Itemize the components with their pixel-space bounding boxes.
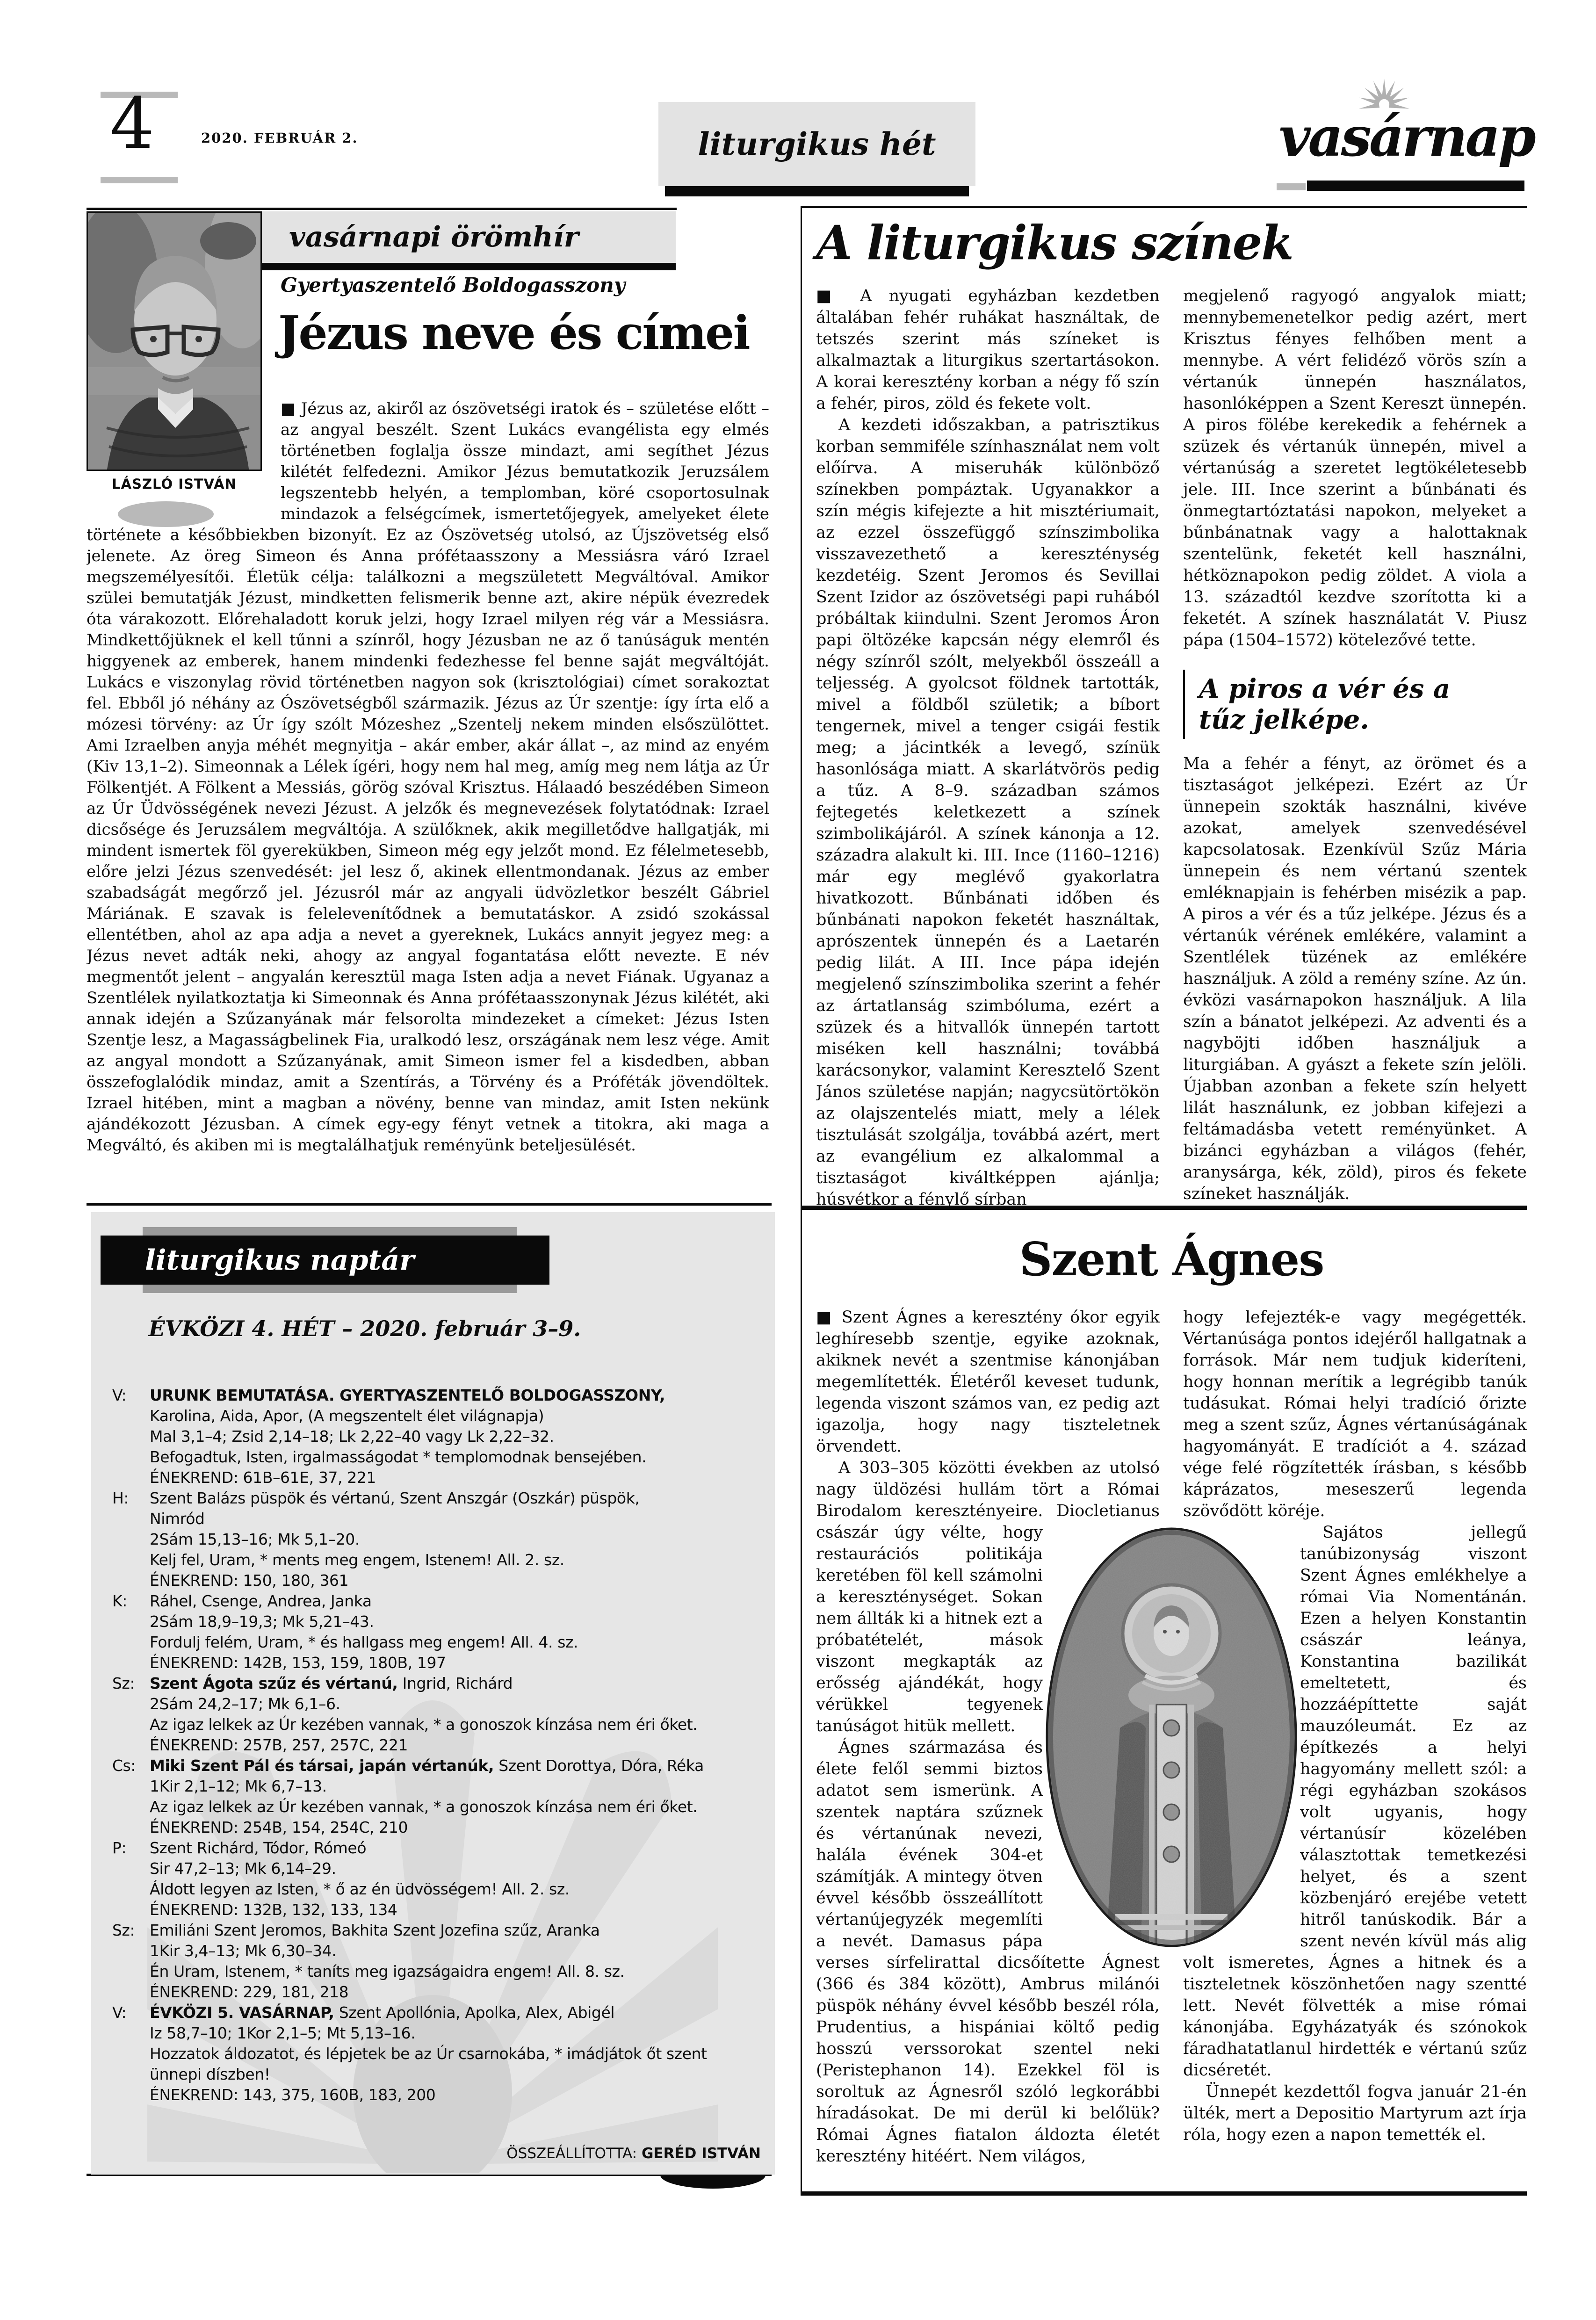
compiled-by-line bbox=[506, 2145, 761, 2162]
article2-subhead: A piros a vér és a tűz jelképe. bbox=[1183, 670, 1494, 739]
calendar-rows bbox=[112, 1385, 734, 2105]
kicker-banner bbox=[262, 211, 676, 263]
page-number: 4 bbox=[110, 83, 155, 165]
article1-subtitle: Gyertyaszentelő Boldogasszony bbox=[281, 274, 626, 296]
paragraph: hogy lefejezték-e vagy megégették. Vértanúsága pontos idejéről hallgatnak a források. Már nem tudjuk kideríteni, hogy honnan merítik a legrégibb tanúk tudásukat. Római helyi tradíció őrizte meg a szent szűz, Ágnes vértanúságának hagyományát. E tradíciót a 4. század vége felé rögzítették írásban, s később káprázatos, meseszerű legenda szövődött köréje. bbox=[1183, 1308, 1527, 1520]
day-label: Sz: bbox=[112, 1921, 135, 1939]
issue-date: 2020. FEBRUÁR 2. bbox=[201, 130, 358, 146]
calendar-row bbox=[112, 1920, 734, 2002]
calendar-row bbox=[112, 2002, 734, 2105]
compiled-label: ÖSSZEÁLLÍTOTTA: bbox=[506, 2145, 637, 2162]
day-label: H: bbox=[112, 1489, 129, 1507]
liturgical-calendar-panel bbox=[91, 1212, 775, 2175]
article3 bbox=[816, 1216, 1527, 2198]
day-label: Sz: bbox=[112, 1674, 135, 1692]
paragraph: Ünnepét kezdettől fogva január 21-én ülték, mert a Depositio Martyrum azt írja róla, hogy ezen a napon temették el. bbox=[1183, 2082, 1527, 2144]
pageno-bottom-bar bbox=[101, 177, 178, 183]
paragraph: ■ A nyugati egyházban kezdetben általában fehér ruhákat használtak, de tetszés szerint más színeket is alkalmaztak a liturgikus szertartásokon. A korai keresztény korban a négy fő szín a fehér, piros, zöld és fekete volt. bbox=[816, 287, 1160, 413]
calendar-row bbox=[112, 1591, 734, 1673]
author-name: LÁSZLÓ ISTVÁN bbox=[112, 476, 237, 492]
calendar-week-title: ÉVKÖZI 4. HÉT – 2020. február 3–9. bbox=[148, 1316, 581, 1341]
masthead-logo: vasárnap bbox=[1279, 105, 1534, 169]
paragraph: ■ Szent Ágnes a keresztény ókor egyik leghíresebb szentje, egyike azoknak, akiknek nevét a szentmise kánonjában megemlítették. Életéről keveset tudunk, legenda viszont számos van, ez pedig azt igazolja, hogy nagy tiszteletnek örvendett. bbox=[816, 1308, 1160, 1456]
section-underline bbox=[665, 186, 969, 196]
calendar-row bbox=[112, 1385, 734, 1488]
section-banner bbox=[658, 102, 975, 186]
calendar-kicker-label: liturgikus naptár bbox=[145, 1243, 414, 1277]
calendar-row bbox=[112, 1673, 734, 1756]
logo-underline bbox=[1307, 181, 1524, 191]
logo-gray-bar bbox=[1277, 183, 1306, 190]
article2-title: A liturgikus színek bbox=[816, 215, 1293, 270]
day-entry: Miki Szent Pál és társai, japán vértanúk, Szent Dorottya, Dóra, Réka 1Kir 2,1–12; Mk 6,7–13. Az igaz lelkek az Úr kezében vannak, * a gonoszok kínzása nem éri őket. ÉNEKREND: 254B, 154, 254C, 210 bbox=[150, 1756, 704, 1836]
day-entry: URUNK BEMUTATÁSA. GYERTYASZENTELŐ BOLDOGASSZONY, Karolina, Aida, Apor, (A megszentelt élet világnapja) Mal 3,1–4; Zsid 2,14–18; Lk 2,22–40 vagy Lk 2,22–32. Befogadtuk, Isten, irgalmasságodat * templomodnak bensejében. ÉNEKREND: 61B–61E, 37, 221 bbox=[150, 1386, 665, 1487]
szent-agnes-mosaic-image bbox=[1045, 1527, 1298, 1948]
left-top-rule bbox=[87, 208, 677, 210]
article1-body bbox=[87, 398, 769, 1193]
day-label: V: bbox=[112, 1386, 127, 1404]
day-label: K: bbox=[112, 1592, 127, 1610]
day-entry: Szent Balázs püspök és vértanú, Szent Anszgár (Oszkár) püspök, Nimród 2Sám 15,13–16; Mk 5,1–20. Kelj fel, Uram, * ments meg engem, Istenem! All. 2. sz. ÉNEKREND: 150, 180, 361 bbox=[150, 1489, 640, 1590]
article2-col2 bbox=[1183, 285, 1527, 1209]
article2-col2-top bbox=[1183, 285, 1527, 651]
paragraph: Sajátos jellegű tanúbizonyság viszont Szent Ágnes emlékhelye a római Via Nomentánán. Ezen a helyen Konstantin császár leánya, Konstantina bazilikát emeltetett, és hozzáépíttette saját mauzóleumát. Ez az építkezés a helyi hagyomány mellett szól: a régi egyházban szokásos volt ugyanis, hogy vértanúsír közelében választottak temetkezési helyet, és a szent közbenjáró erejébe vetett hitről tanúskodik. Bár a szent nevén kívül más alig volt ismeretes, Ágnes a hitnek és a tiszteletnek köszönhetően nagy szentté lett. Nevét fölvették a mise római kánonjába. Egyházatyák és szónokok fáradhatatlanul hirdették e vértanú szűz dicséretét. bbox=[1183, 1523, 1527, 2080]
paragraph: Ágnes származása és élete felől semmi biztos adatot sem ismerünk. A szentek naptára szűznek és vértanúnak nevezi, halála évének 304-et számítják. A mintegy ötven évvel később összeállított vértanújegyzék megemlíti a nevét. Damasus pápa verses sírfelirattal dicsőítette Ágnest (366 és 384 között), Ambrus milánói püspök néhány évvel később beszél róla, Prudentius, a hispániai költő pedig hosszú verssorokat szentel neki (Peristephanon 14). Ezekkel föl is soroltuk az Ágnesről szóló legkorábbi híradásokat. De mi derül ki belőlük? Római Ágnes fiatalon áldozta életét keresztény hitéért. Nem világos, bbox=[816, 1738, 1160, 2166]
calendar-row bbox=[112, 1756, 734, 1838]
article2 bbox=[816, 205, 1527, 1209]
day-entry: ÉVKÖZI 5. VASÁRNAP, Szent Apollónia, Apolka, Alex, Abigél Iz 58,7–10; 1Kor 2,1–5; Mt 5,13–16. Hozzatok áldozatot, és lépjetek be az Úr csarnokába, * imádjátok őt szent ünnepi díszben! ÉNEKREND: 143, 375, 160B, 183, 200 bbox=[150, 2003, 707, 2104]
kicker-shadow-top bbox=[143, 1227, 517, 1236]
article2-col1 bbox=[816, 285, 1160, 1209]
day-label: Cs: bbox=[112, 1756, 136, 1775]
paragraph: A 303–305 közötti években az utolsó nagy üldözési hullám tört a Római Birodalom keresztényeire. Diocletianus császár úgy vélte, hogy restaurációs politikája keretében föl kell számolni a kereszténységet. Sokan nem állták ki a hitnek ezt a próbatételét, mások viszont megkapták az erősség ajándékát, hogy vérükkel tegyenek tanúságot hitük mellett. bbox=[816, 1458, 1160, 1735]
day-label: V: bbox=[112, 2003, 127, 2022]
day-entry: Szent Richárd, Tódor, Rómeó Sir 47,2–13; Mk 6,14–29. Áldott legyen az Isten, * ő az én üdvösségem! All. 2. sz. ÉNEKREND: 132B, 132, 133, 134 bbox=[150, 1839, 570, 1919]
kicker-label: vasárnapi örömhír bbox=[289, 221, 579, 253]
day-entry: Emiliáni Szent Jeromos, Bakhita Szent Jozefina szűz, Aranka 1Kir 3,4–13; Mk 6,30–34. Én Uram, Istenem, * taníts meg igazságaidra engem! All. 8. sz. ÉNEKREND: 229, 181, 218 bbox=[150, 1921, 625, 2001]
paragraph: ■ Jézus az, akiről az ószövetségi iratok és – születése előtt – az angyal beszélt. Szent Lukács evangélista egy elmés történetben foglalja össze mindazt, ami segíthet Jézus kilétét felfedezni. Amikor Jézus bemutatkozik Jeruzsálem legszentebb helyén, a templomban, köré csoportosulnak mindazok a felségcímek, ismertetőjegyek, amelyeket élete története a későbbiekben bizonyít. Ez az Ószövetség utolsó, az Újszövetség első jelenete. Az öreg Simeon és Anna prófétaasszony a Messiásra váró Izrael megszemélyesítői. Életük célja: találkozni a megszületett Megváltóval. Amikor szülei bemutatják Jézust, mindketten felismerik benne azt, akire népük évezredek óta várakozott. Előrehaladott koruk jelzi, hogy Izrael milyen rég vár a Messiásra. Mindkettőjüknek el kell tűnni a színről, hogy Jézusban ne az ő tanúságuk mentén higgyenek az emberek, hanem mindenki fedezhesse fel benne saját megváltóját. Lukács e viszonylag rövid történetben nagyon sok (krisztológiai) címet sorakoztat fel. Ebből jó néhány az Ószövetségből származik. Jézus az Úr szentje: így írta elő a mózesi törvény: az Úr így szólt Mózeshez „Szentelj nekem minden elsőszülöttet. Ami Izraelben anyja méhét megnyitja – akár ember, akár állat –, az mind az enyém (Kiv 13,1–2). Simeonnak a Lélek ígéri, hogy nem hal meg, amíg meg nem látja az Úr Fölkentjét. A Fölkent a Messiás, görög szóval Krisztus. Hálaadó beszédében Simeon az Úr Üdvösségének nevezi Jézust. A jelzők és megnevezések folytatódnak: Izrael dicsősége és Jeruzsálem megváltója. A szülőknek, akik megilletődve hallgatják, mi mindent ismertek föl gyerekükben, Simeon még egy jelzőt mond. Ez félelmetesebb, előre jelzi Jézus szenvedését: jel lesz ő, akinek ellentmondanak. Jézus az ember szabadságát megőrző jel. Jézusról már az angyali üdvözletkor beszélt Gábriel Máriának. E szavak is felelevenítődnek a bemutatáskor. A zsidó szokással ellentétben, ahol az apa adja a nevet a gyereknek, Lukács annyit jegyez meg: a Jézus nevet adták neki, ahogy az angyal fogantatása előtt nevezte. E név megmentőt jelent – angyalán keresztül maga Isten adja a nevet Fiának. Ugyanaz a Szentlélek nyilatkoztatja ki Simeonnak és Anna prófétaasszonynak Jézus kilétét, aki annak idején a Szűzanyának már felsorolta mindezeket a címeket: Jézus Isten Szentje lesz, a Magasságbelinek Fia, uralkodó lesz, országának nem lesz vége. Amit az angyal mondott a Szűzanyának, amit Simeon ismer fel a kisdedben, abban összefoglalódik mindaz, amit a Szentírás, a Törvény és a Próféták jövendöltek. Izrael hitében, mint a magban a növény, benne van mindaz, amit Isten nekünk ajándékozott Jézusban. A címek egy-egy fényt vetnek a titokra, aki maga a Megváltó, és akiben mi is megtalálhatjuk reményünk beteljesülését. bbox=[87, 399, 769, 1155]
article1-title: Jézus neve és címei bbox=[278, 306, 749, 360]
kicker-shadow-bottom bbox=[143, 1284, 517, 1293]
article2-columns bbox=[816, 285, 1527, 1209]
photo-wrap-spacer bbox=[87, 398, 281, 525]
paragraph: Ma a fehér a fényt, az örömet és a tisztaságot jelképezi. Ezért az Úr ünnepein szokták használni, kivéve azokat, amelyek szenvedésével kapcsolatosak. Ezenkívül Szűz Mária ünnepein és nem vértanú szentek emléknapjain is fehérben misézik a pap. A piros a vér és a tűz jelképe. Jézus és a vértanúk vérének emlékére, valamint a Szentlélek tüzének az emlékére használjuk. A zöld a remény színe. Az ún. évközi vasárnapokon használjuk. A lila szín a bánatot jelképezi. Az adventi és a nagyböjti időben használjuk a liturgiában. A gyászt a fekete szín jelöli. Újabban azonban a fekete szín helyett lilát használunk, ez jobban kifejezi a feltámadásba vetett reményünket. A bizánci egyházban a világos (fehér, aranysárga, kék, zöld), piros és fekete színeket használják. bbox=[1183, 754, 1527, 1203]
day-label: P: bbox=[112, 1839, 127, 1857]
calendar-row bbox=[112, 1488, 734, 1591]
left-mid-rule bbox=[87, 1203, 772, 1206]
day-entry: Szent Ágota szűz és vértanú, Ingrid, Richárd 2Sám 24,2–17; Mk 6,1–6. Az igaz lelkek az Úr kezében vannak, * a gonoszok kínzása nem éri őket. ÉNEKREND: 257B, 257, 257C, 221 bbox=[150, 1674, 698, 1754]
kicker-underline bbox=[262, 263, 676, 270]
column-divider bbox=[801, 206, 802, 2196]
section-title: liturgikus hét bbox=[698, 126, 936, 162]
paragraph: A kezdeti időszakban, a patrisztikus korban semmiféle színhasználat nem volt előírva. A miseruhák különböző színekben pompáztak. Ugyanakkor a szín mégis kifejezte a hit misztériumait, az ezzel összefüggő színszimbolika visszavezethető a kereszténység kezdetéig. Szent Jeromos és Sevillai Szent Izidor az ószövetségi papi ruhából próbáltak kiindulni. Szent Jeromos Áron papi öltözéke kapcsán négy elemről és négy színről szólt, melyekből összeáll a teljesség. A gyolcsot földnek tartották, mivel a földből születik; a bíbort tengernek, mivel a tenger csigái festik meg; a jácintkék a levegő, színük hasonlósága miatt. A skarlátvörös pedig a tűz. A 8–9. században számos fejtegetés keletkezett a színek szimbolikájáról. A színek kánonja a 12. századra alakult ki. III. Ince (1160–1216) már egy meglévő gyakorlatra hivatkozott. Bűnbánati időben és bűnbánati napokon feketét használtak, aprószentek ünnepén és a Laetarén pedig lilát. A III. Ince pápa idején megjelenő színszimbolika szerint a fehér az ártatlanság szimbóluma, ezért a szüzek és a hitvallók ünnepén tartott miséken kell használni; továbbá karácsonykor, valamint Keresztelő Szent János születése napján; nagycsütörtökön az olajszentelés miatt, mely a lélek tisztulását szolgálja, továbbá azért, mert az evangélium ez alkalommal a tisztaságot kiváltképpen ajánlja; húsvétkor a fénylő sírban bbox=[816, 416, 1160, 1209]
day-entry: Ráhel, Csenge, Andrea, Janka 2Sám 18,9–19,3; Mk 5,21–43. Fordulj felém, Uram, * és hallgass meg engem! All. 4. sz. ÉNEKREND: 142B, 153, 159, 180B, 197 bbox=[150, 1592, 578, 1672]
article3-title: Szent Ágnes bbox=[1019, 1233, 1324, 1286]
compiled-name: GERÉD ISTVÁN bbox=[641, 2145, 761, 2162]
calendar-kicker-banner bbox=[101, 1236, 549, 1285]
calendar-row bbox=[112, 1838, 734, 1920]
article2-col2-bottom bbox=[1183, 753, 1527, 1205]
paragraph: megjelenő ragyogó angyalok miatt; mennybemenetelkor pedig azért, mert Krisztus fényes felhőben ment a mennybe. A vért felidéző vörös szín a vértanúk ünnepén használatos, hasonlóképpen a Szent Kereszt ünnepén. A piros fölébe kerekedik a fehérnek a szüzek és vértanúk ünnepén, mivel a vértanúság a szeretet legtökéletesebb jele. III. Ince szerint a bűnbánati és önmegtartóztatási napokon, melyeket a bűnbánatnak vagy a halottaknak szentelünk, feketét kell használni, hétköznapokon pedig zöldet. A viola a 13. századtól kezdve szorította ki a feketét. A színek használatát V. Piusz pápa (1504–1572) kötelezővé tette. bbox=[1183, 287, 1527, 650]
